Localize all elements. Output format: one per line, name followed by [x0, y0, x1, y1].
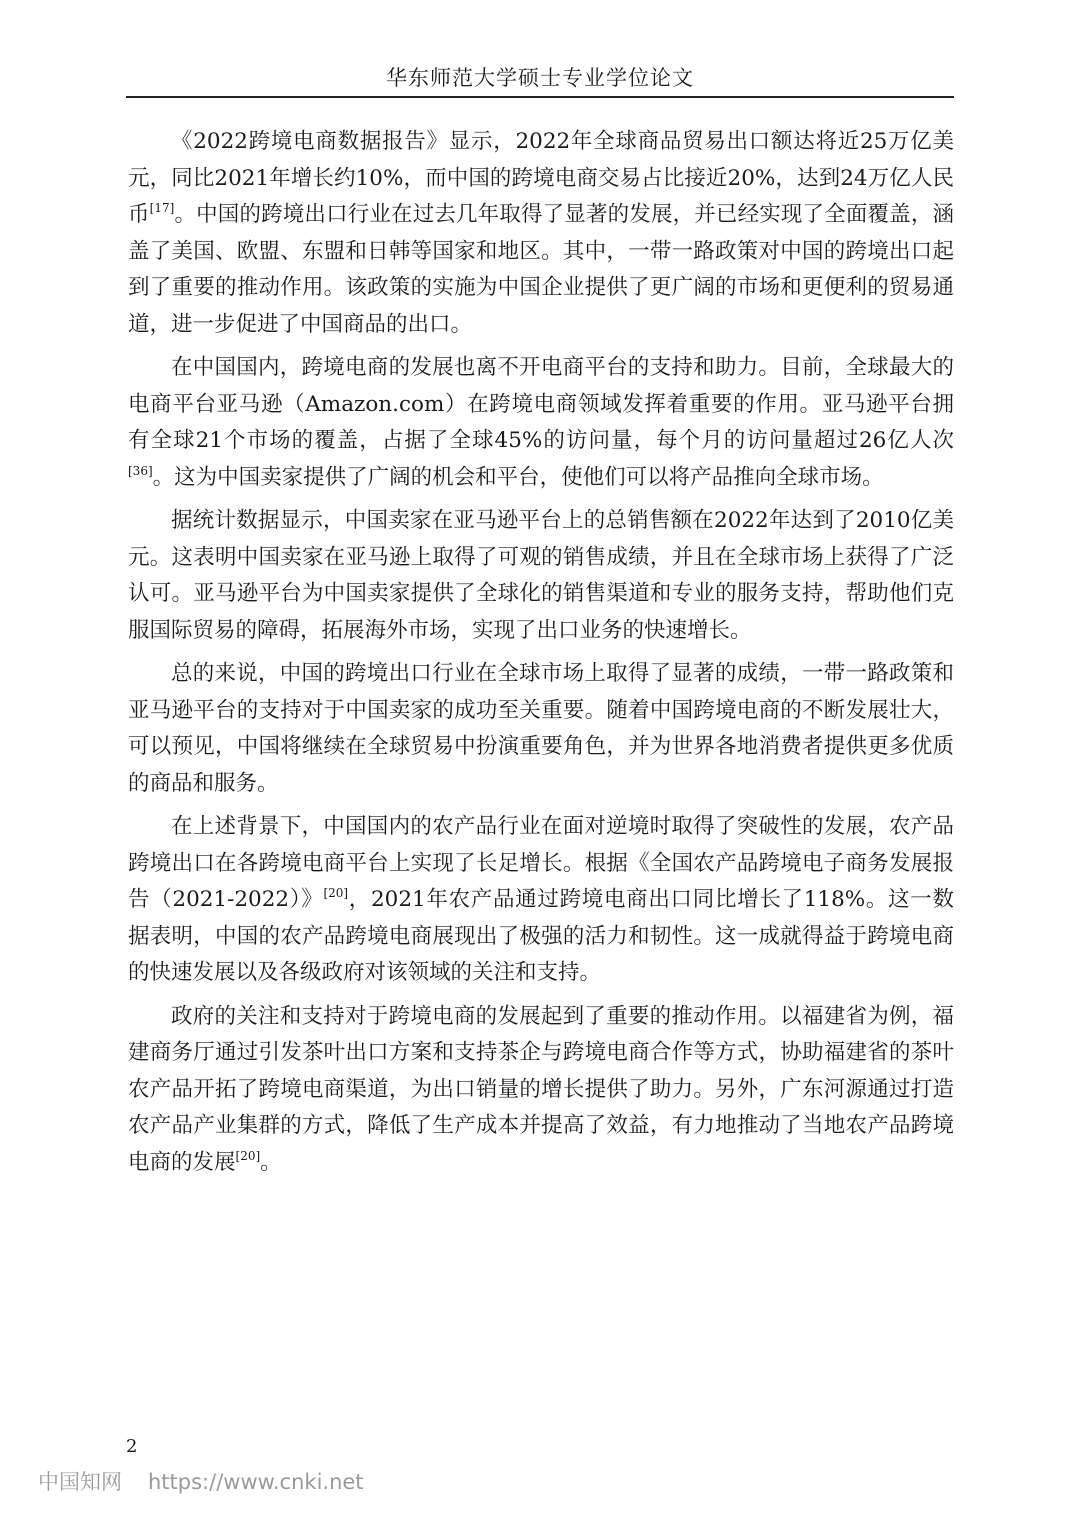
page-header	[126, 62, 954, 98]
paragraph: 政府的关注和支持对于跨境电商的发展起到了重要的推动作用。以福建省为例，福建商务厅通过引发茶叶出口方案和支持茶企与跨境电商合作等方式，协助福建省的茶叶农产品开拓了跨境电商渠道，为出口销量的增长提供了助力。另外，广东河源通过打造农产品产业集群的方式，降低了生产成本并提高了效益，有力地推动了当地农产品跨境电商的发展[20]。	[128, 1003, 954, 1175]
citation: [17]	[149, 201, 175, 216]
citation: [36]	[128, 463, 153, 478]
watermark-url[interactable]: https://www.cnki.net	[148, 1470, 364, 1494]
body-text	[128, 124, 954, 1188]
paragraph: 《2022跨境电商数据报告》显示，2022年全球商品贸易出口额达将近25万亿美元，同比2021年增长约10%，而中国的跨境电商交易占比接近20%，达到24万亿人民币[17]。中国的跨境出口行业在过去几年取得了显著的发展，并已经实现了全面覆盖，涵盖了美国、欧盟、东盟和日韩等国家和地区。其中，一带一路政策对中国的跨境出口起到了重要的推动作用。该政策的实施为中国企业提供了更广阔的市场和更便利的贸易通道，进一步促进了中国商品的出口。	[128, 129, 954, 337]
paragraph: 在上述背景下，中国国内的农产品行业在面对逆境时取得了突破性的发展，农产品跨境出口在各跨境电商平台上实现了长足增长。根据《全国农产品跨境电子商务发展报告（2021-2022）》[20]，2021年农产品通过跨境电商出口同比增长了118%。这一数据表明，中国的农产品跨境电商展现出了极强的活力和韧性。这一成就得益于跨境电商的快速发展以及各级政府对该领域的关注和支持。	[128, 814, 954, 986]
page-number: 2	[126, 1436, 138, 1457]
paragraph: 在中国国内，跨境电商的发展也离不开电商平台的支持和助力。目前，全球最大的电商平台亚马逊（Amazon.com）在跨境电商领域发挥着重要的作用。亚马逊平台拥有全球21个市场的覆盖，占据了全球45%的访问量，每个月的访问量超过26亿人次[36]。这为中国卖家提供了广阔的机会和平台，使他们可以将产品推向全球市场。	[128, 355, 954, 490]
paragraph: 据统计数据显示，中国卖家在亚马逊平台上的总销售额在2022年达到了2010亿美元。这表明中国卖家在亚马逊上取得了可观的销售成绩，并且在全球市场上获得了广泛认可。亚马逊平台为中国卖家提供了全球化的销售渠道和专业的服务支持，帮助他们克服国际贸易的障碍，拓展海外市场，实现了出口业务的快速增长。	[128, 508, 954, 643]
watermark	[38, 1466, 364, 1496]
paragraph: 总的来说，中国的跨境出口行业在全球市场上取得了显著的成绩，一带一路政策和亚马逊平台的支持对于中国卖家的成功至关重要。随着中国跨境电商的不断发展壮大，可以预见，中国将继续在全球贸易中扮演重要角色，并为世界各地消费者提供更多优质的商品和服务。	[128, 661, 954, 796]
citation: [20]	[235, 1149, 261, 1163]
watermark-brand: 中国知网	[38, 1470, 122, 1494]
thesis-title: 华东师范大学硕士专业学位论文	[386, 66, 694, 90]
citation: [20]	[323, 886, 349, 901]
